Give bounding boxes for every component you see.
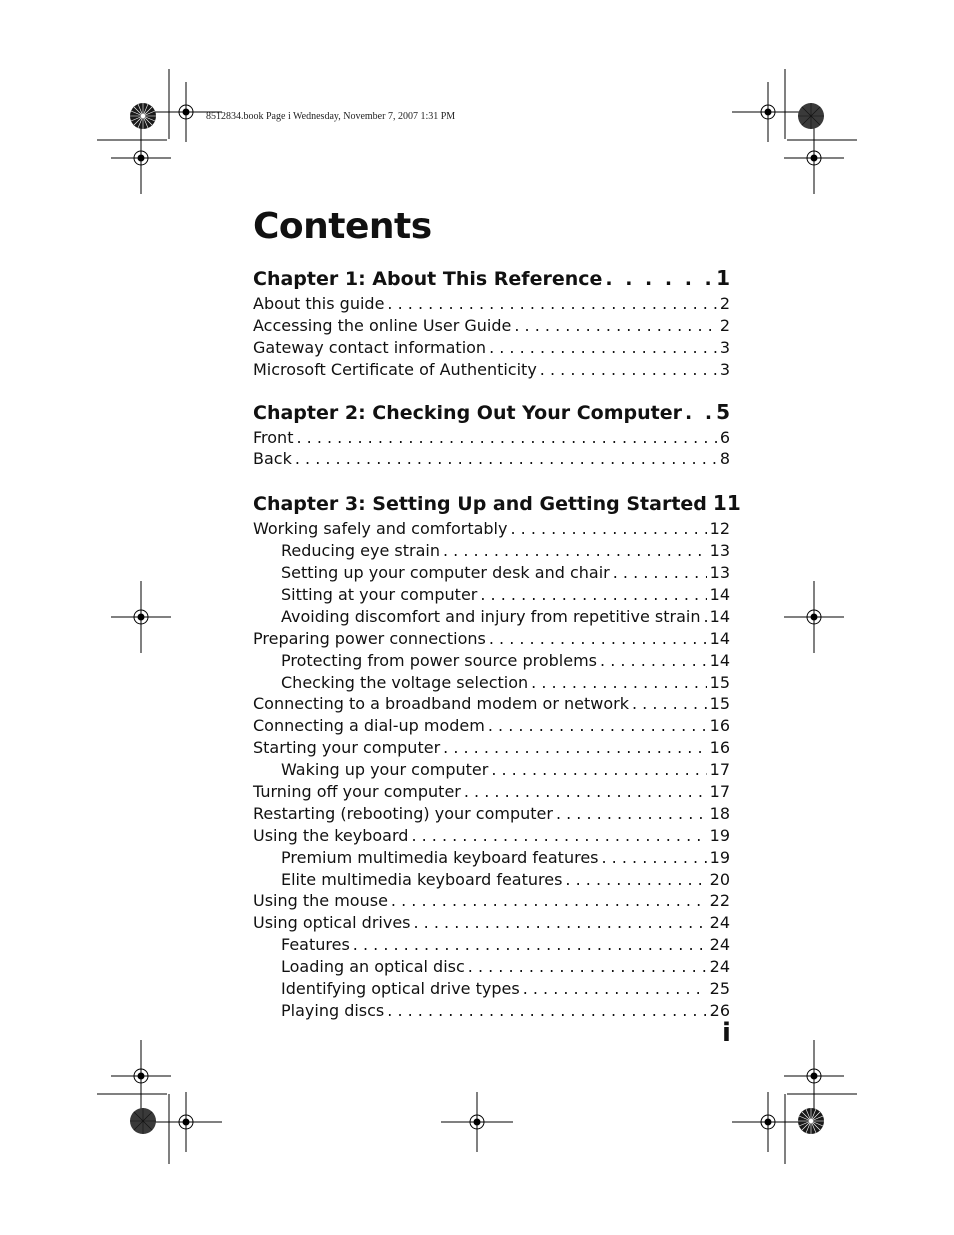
crosshair-icon (441, 1092, 513, 1152)
entry-page-number: 26 (709, 1000, 730, 1020)
toc-subentry[interactable] (253, 956, 730, 978)
toc-subentry[interactable] (253, 869, 730, 891)
entry-label: Premium multimedia keyboard features (281, 847, 599, 867)
crosshair-icon (784, 1040, 844, 1112)
print-slug-line: 8512834.book Page i Wednesday, November 7, 2007 1:31 PM (206, 111, 456, 122)
entry-page-number: 24 (709, 957, 730, 977)
entry-label: About this guide (253, 294, 385, 313)
dot-leader (353, 934, 707, 956)
entry-label: Playing discs (281, 1000, 385, 1020)
entry-page-number: 17 (709, 782, 730, 802)
chapter-page-number: 5 (716, 399, 730, 424)
entry-page-number: 6 (719, 427, 730, 447)
toc-chapter-3[interactable] (253, 488, 741, 518)
dot-leader (523, 978, 707, 1000)
crosshair-icon (111, 122, 171, 194)
dot-leader (411, 825, 706, 847)
entry-label: Protecting from power source problems (281, 650, 598, 670)
crosshair-icon (150, 1092, 222, 1152)
entry-label: Features (281, 935, 350, 955)
starburst-icon (130, 1108, 156, 1134)
toc-entry[interactable] (253, 693, 730, 715)
dot-leader (488, 715, 707, 737)
entry-label: Connecting a dial-up modem (253, 716, 485, 736)
entry-label: Avoiding discomfort and injury from repetitive strain (281, 606, 701, 626)
toc-entry[interactable] (253, 293, 730, 315)
page-folio: i (722, 1018, 731, 1048)
toc-subentry[interactable] (253, 1000, 730, 1022)
entry-label: Using optical drives (253, 913, 411, 933)
dot-leader (565, 869, 706, 891)
dot-leader (464, 781, 707, 803)
entry-page-number: 19 (709, 847, 730, 867)
entry-page-number: 12 (709, 519, 730, 539)
toc-entry[interactable] (253, 912, 730, 934)
entry-page-number: 14 (709, 650, 730, 670)
crosshair-icon (732, 82, 804, 142)
entry-page-number: 16 (709, 738, 730, 758)
toc-entry[interactable] (253, 518, 730, 540)
entry-page-number: 25 (709, 979, 730, 999)
entry-page-number: 22 (709, 891, 730, 911)
toc-entry[interactable] (253, 427, 730, 449)
starburst-icon (130, 103, 156, 129)
toc-entry[interactable] (253, 781, 730, 803)
dot-leader (632, 693, 707, 715)
dot-leader (480, 584, 706, 606)
entry-label: Using the mouse (253, 891, 388, 911)
crosshair-icon (111, 581, 171, 653)
entry-label: Restarting (rebooting) your computer (253, 803, 553, 823)
entry-page-number: 3 (719, 337, 730, 357)
toc-subentry[interactable] (253, 650, 730, 672)
dot-leader (491, 759, 706, 781)
toc-entry[interactable] (253, 803, 730, 825)
entry-page-number: 24 (709, 913, 730, 933)
starburst-icon (798, 1108, 824, 1134)
toc-entry[interactable] (253, 337, 730, 359)
entry-page-number: 8 (719, 449, 730, 469)
entry-page-number: 14 (709, 585, 730, 605)
toc-subentry[interactable] (253, 562, 730, 584)
dot-leader (510, 518, 706, 540)
dot-leader (531, 672, 706, 694)
entry-page-number: 14 (709, 628, 730, 648)
entry-page-number: 13 (709, 563, 730, 583)
entry-page-number: 15 (709, 672, 730, 692)
chapter-page-number: 1 (716, 266, 730, 290)
chapter-title: Chapter 1: About This Reference (253, 268, 603, 290)
entry-label: Checking the voltage selection (281, 672, 529, 692)
chapter-page-number: 11 (712, 491, 741, 516)
toc-entry[interactable] (253, 628, 730, 650)
chapter-title: Chapter 2: Checking Out Your Computer (253, 401, 683, 424)
dot-leader (489, 337, 717, 359)
entry-label: Front (253, 427, 294, 447)
entry-label: Using the keyboard (253, 825, 409, 845)
toc-entry[interactable] (253, 890, 730, 912)
entry-label: Microsoft Certificate of Authenticity (253, 359, 537, 379)
crosshair-icon (111, 1040, 171, 1112)
entry-page-number: 20 (709, 869, 730, 889)
toc-chapter-2[interactable] (253, 397, 730, 427)
entry-label: Accessing the online User Guide (253, 315, 512, 335)
toc-entry[interactable] (253, 737, 730, 759)
entry-label: Turning off your computer (253, 782, 461, 802)
dot-leader (387, 293, 716, 315)
dot-leader (443, 737, 707, 759)
entry-label: Waking up your computer (281, 760, 489, 780)
entry-page-number: 14 (709, 606, 730, 626)
dot-leader (556, 803, 707, 825)
toc-entry[interactable] (253, 825, 730, 847)
page-title: Contents (253, 206, 432, 247)
section-gap (253, 381, 730, 397)
toc-subentry[interactable] (253, 606, 730, 628)
entry-page-number: 17 (709, 760, 730, 780)
entry-label: Starting your computer (253, 738, 441, 758)
dot-leader (387, 1000, 706, 1022)
dot-leader (605, 264, 713, 294)
entry-page-number: 2 (719, 294, 730, 313)
entry-page-number: 16 (709, 716, 730, 736)
entry-label: Loading an optical disc (281, 957, 465, 977)
entry-label: Sitting at your computer (281, 585, 478, 605)
toc-entry[interactable] (253, 315, 730, 337)
toc-entry[interactable] (253, 359, 730, 381)
entry-label: Identifying optical drive types (281, 979, 520, 999)
entry-page-number: 18 (709, 803, 730, 823)
dot-leader (468, 956, 707, 978)
entry-label: Gateway contact information (253, 337, 487, 357)
dot-leader (613, 562, 707, 584)
chapter-title: Chapter 3: Setting Up and Getting Started (253, 493, 707, 516)
dot-leader (600, 650, 707, 672)
dot-leader (514, 315, 716, 337)
entry-label: Reducing eye strain (281, 541, 440, 561)
entry-label: Setting up your computer desk and chair (281, 563, 610, 583)
entry-page-number: 19 (709, 825, 730, 845)
toc-subentry[interactable] (253, 847, 730, 869)
toc-subentry[interactable] (253, 978, 730, 1000)
entry-label: Working safely and comfortably (253, 519, 508, 539)
dot-leader (295, 448, 717, 470)
toc-subentry[interactable] (253, 672, 730, 694)
toc-entry[interactable] (253, 448, 730, 470)
toc-chapter-1[interactable] (253, 263, 730, 293)
entry-page-number: 2 (719, 315, 730, 335)
dot-leader (489, 628, 707, 650)
entry-page-number: 3 (719, 359, 730, 379)
dot-leader (414, 912, 707, 934)
starburst-icon (798, 103, 824, 129)
toc-subentry[interactable] (253, 759, 730, 781)
crosshair-icon (784, 581, 844, 653)
dot-leader (443, 540, 707, 562)
entry-page-number: 13 (709, 541, 730, 561)
dot-leader (391, 890, 707, 912)
section-gap (253, 470, 730, 488)
table-of-contents (253, 263, 741, 1022)
toc-subentry[interactable] (253, 934, 730, 956)
entry-label: Back (253, 449, 292, 469)
toc-subentry[interactable] (253, 584, 730, 606)
dot-leader (703, 606, 706, 628)
entry-page-number: 15 (709, 694, 730, 714)
dot-leader (540, 359, 717, 381)
dot-leader (296, 427, 716, 449)
toc-subentry[interactable] (253, 540, 730, 562)
dot-leader (602, 847, 707, 869)
crosshair-icon (784, 122, 844, 194)
entry-label: Elite multimedia keyboard features (281, 869, 563, 889)
crosshair-icon (732, 1092, 804, 1152)
dot-leader (685, 398, 713, 428)
entry-label: Connecting to a broadband modem or network (253, 694, 629, 714)
entry-label: Preparing power connections (253, 628, 486, 648)
toc-entry[interactable] (253, 715, 730, 737)
entry-page-number: 24 (709, 935, 730, 955)
